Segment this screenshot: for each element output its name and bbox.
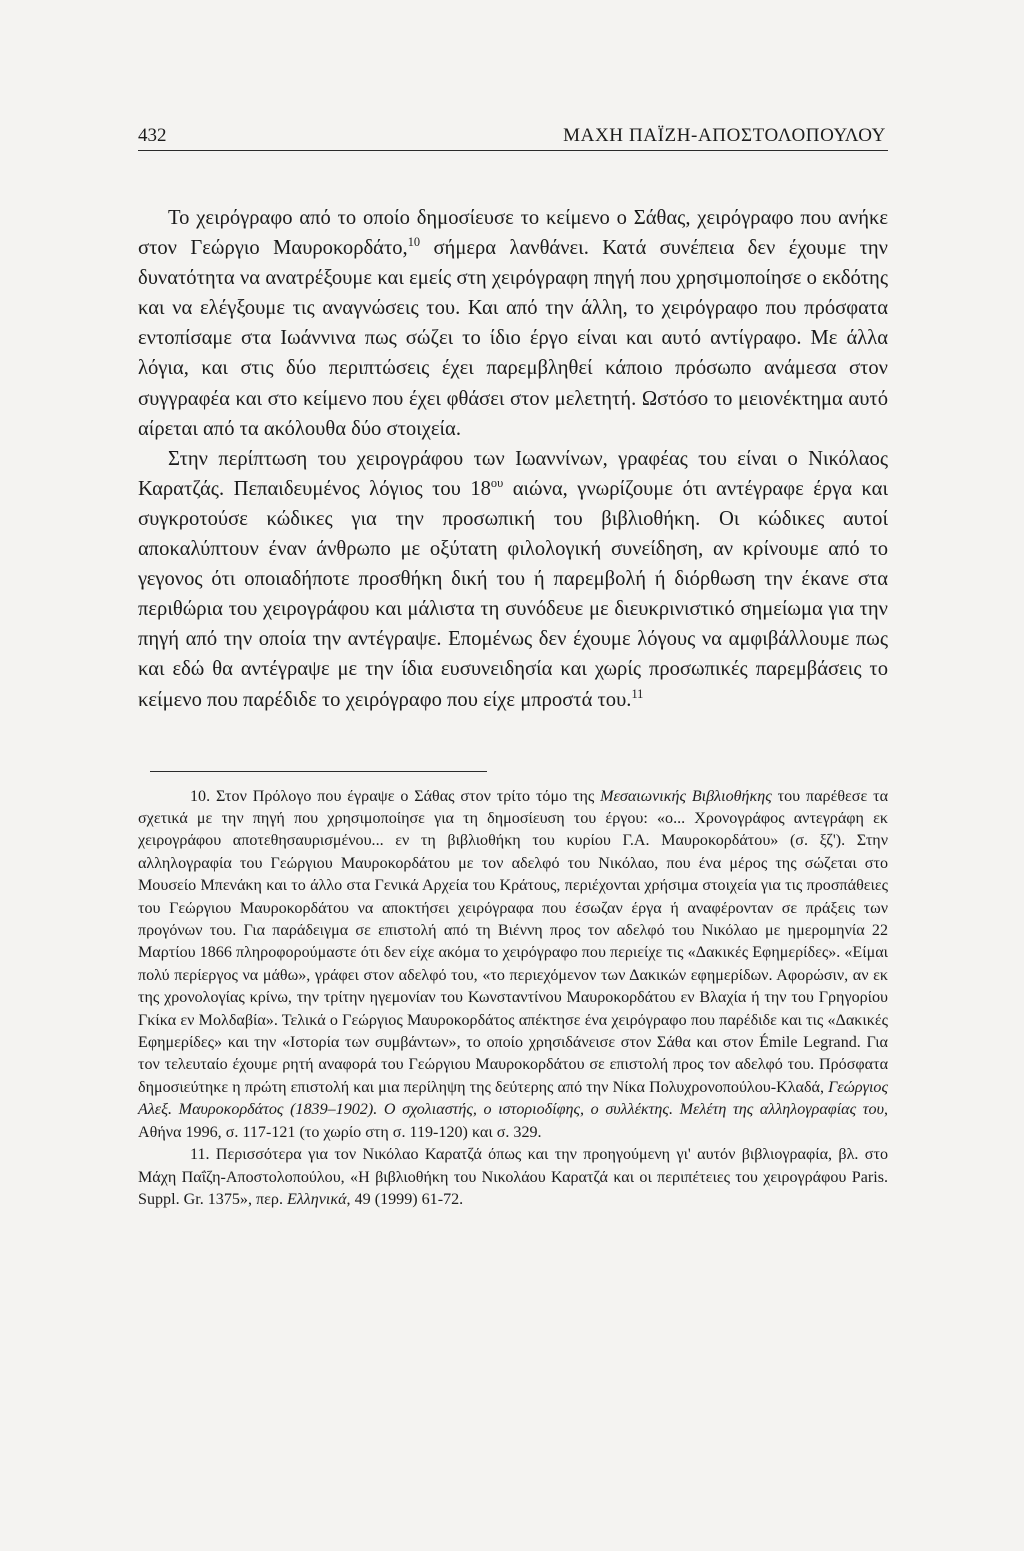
paragraph-2-text-b: αιώνα, γνωρίζουμε ότι αντέγραφε έργα και συγκροτούσε κώδικες για την προσωπική του βιβλιοθήκη. Οι κώδικες αυτοί αποκαλύπτουν έναν άνθρωπο με οξύτατη φιλολογική συνείδηση, αν κρίνουμε από το γεγονος ότι οποιαδήποτε προσθήκη δική του ή παρεμβολή ή διόρθωση την έκανε στα περιθώρια του χειρογράφου και μάλιστα τη συνόδευε με διευκρινιστικό σημείωμα για την πηγή από την οποία την αντέγραψε. Επομένως δεν έχουμε λόγους να αμφιβάλλουμε πως και εδώ θα αντέγραψε με την ίδια ευσυνειδησία και χωρίς προσωπικές παρεμβάσεις το κείμενο που παρέδιδε το χειρόγραφο που είχε μπροστά του. (138, 477, 888, 711)
footnote-11-text-a: 11. Περισσότερα για τον Νικόλαο Καρατζά όπως και την προηγούμενη γι' αυτόν βιβλιογραφία, βλ. στο Μάχη Παΐζη-Αποστολοπούλου, «Η βιβλιοθήκη του Νικολάου Καρατζά και οι περιπέτειες του χειρογράφου Paris. Suppl. Gr. 1375», περ. (138, 1146, 888, 1208)
footnote-11-text-b: , 49 (1999) 61-72. (346, 1190, 464, 1208)
footnote-10-text-c: , Αθήνα 1996, σ. 117-121 (το χωρίο στη σ. 119-120) και σ. 329. (138, 1101, 888, 1141)
footnote-10-text-a: 10. Στον Πρόλογο που έγραψε ο Σάθας στον τρίτο τόμο της (190, 787, 601, 805)
page-number: 432 (138, 125, 167, 146)
footnote-11-italic-1: Ελληνικά (287, 1190, 347, 1208)
page (138, 118, 888, 1211)
running-title: ΜΑΧΗ ΠΑΪΖΗ-ΑΠΟΣΤΟΛΟΠΟΥΛΟΥ (563, 125, 886, 146)
main-text (138, 203, 888, 715)
footnotes (138, 786, 888, 1212)
footnote-ref-11[interactable]: 11 (631, 686, 644, 701)
footnote-divider (150, 771, 487, 772)
running-head (138, 118, 888, 151)
footnote-10 (138, 786, 888, 1145)
footnote-10-text-b: του παρέθεσε τα σχετικά με την πηγή που χρησιμοποίησε για τη δημοσίευση του έργου: «ο... Χρονογράφος αντεγράφη εκ χειρογράφου αποτεθησαυρισμένου... εν τη βιβλιοθήκη του κυρίου Γ.Α. Μαυροκορδάτου» (σ. ξζ'). Στην αλληλογραφία του Γεώργιου Μαυροκορδάτου με τον αδελφό του Νικόλαο, που ένα μέρος της σώζεται στο Μουσείο Μπενάκη και το άλλο στα Γενικά Αρχεία του Κράτους, περιέχονται χρήσιμα στοιχεία για τις προσπάθειες του Γεώργιου Μαυροκορδάτου να αποκτήσει χειρόγραφα που έσωζαν έργα ή αναφέρονταν σε πράξεις των προγόνων του. Για παράδειγμα σε επιστολή από τη Βιέννη προς τον αδελφό του Νικόλαο με ημερομηνία 22 Μαρτίου 1866 πληροφορούμαστε ότι δεν είχε ακόμα το χειρόγραφο που περιείχε τις «Δακικές Εφημερίδες». «Είμαι πολύ περίεργος να μάθω», γράφει στον αδελφό του, «το περιεχόμενον των Δακικών εφημερίδων. Αφορώσιν, αν εκ της χρονολογίας κρίνω, την τρίτην ηγεμονίαν του Κωνσταντίνου Μαυροκορδάτου εν Βλαχία ή την του Γρηγορίου Γκίκα εν Μολδαβία». Τελικά ο Γεώργιος Μαυροκορδάτος απέκτησε ένα χειρόγραφο που παρέδιδε και τις «Δακικές Εφημερίδες» και την «Ιστορία των συμβάντων», το οποίο χρησιδάνεισε στον Σάθα και στον Émile Legrand. Για τον τελευταίο έχουμε ρητή αναφορά του Γεώργιου Μαυροκορδάτου σε επιστολή προς τον αδελφό του. Πρόσφατα δημοσιεύτηκε η πρώτη επιστολή και μια περίληψη της δεύτερης από την Νίκα Πολυχρονοπούλου-Κλαδά, (138, 787, 889, 1096)
footnote-ref-10[interactable]: 10 (407, 235, 421, 250)
footnote-10-italic-2: Γεώργιος Αλεξ. Μαυροκορδάτος (1839–1902). Ο σχολιαστής, ο ιστοριοδίφης, ο συλλέκτης. Μελέτη της αλληλογραφίας του (138, 1078, 888, 1119)
footnote-10-italic-1: Μεσαιωνικής Βιβλιοθήκης (600, 787, 772, 805)
paragraph-1-text-a: Το χειρόγραφο από το οποίο δημοσίευσε το κείμενο ο Σάθας, χειρόγραφο που ανήκε στον Γεώργιο Μαυροκορδάτο, (138, 207, 888, 260)
paragraph-2 (138, 444, 888, 715)
paragraph-1-text-b: σήμερα λανθάνει. Κατά συνέπεια δεν έχουμε την δυνατότητα να ανατρέξουμε και εμείς στη χειρόγραφη πηγή που χρησιμοποίησε ο εκδότης και να ελέγξουμε τις αναγνώσεις του. Και από την άλλη, το χειρόγραφο που πρόσφατα εντοπίσαμε στα Ιωάννινα πως σώζει το ίδιο έργο είναι και αυτό αντίγραφο. Με άλλα λόγια, και στις δύο περιπτώσεις έχει παρεμβληθεί κάποιο πρόσωπο ανάμεσα στον συγγραφέα και στο κείμενο που έχει φθάσει στον μελετητή. Ωστόσο το μειονέκτημα αυτό αίρεται από τα ακόλουθα δύο στοιχεία. (138, 237, 888, 440)
paragraph-2-text-a: Στην περίπτωση του χειρογράφου των Ιωαννίνων, γραφέας του είναι ο Νικόλαος Καρατζάς. Πεπαιδευμένος λόγιος του 18 (138, 447, 888, 500)
footnote-11 (138, 1144, 888, 1211)
century-superscript: ου (490, 475, 504, 490)
paragraph-1 (138, 203, 888, 444)
